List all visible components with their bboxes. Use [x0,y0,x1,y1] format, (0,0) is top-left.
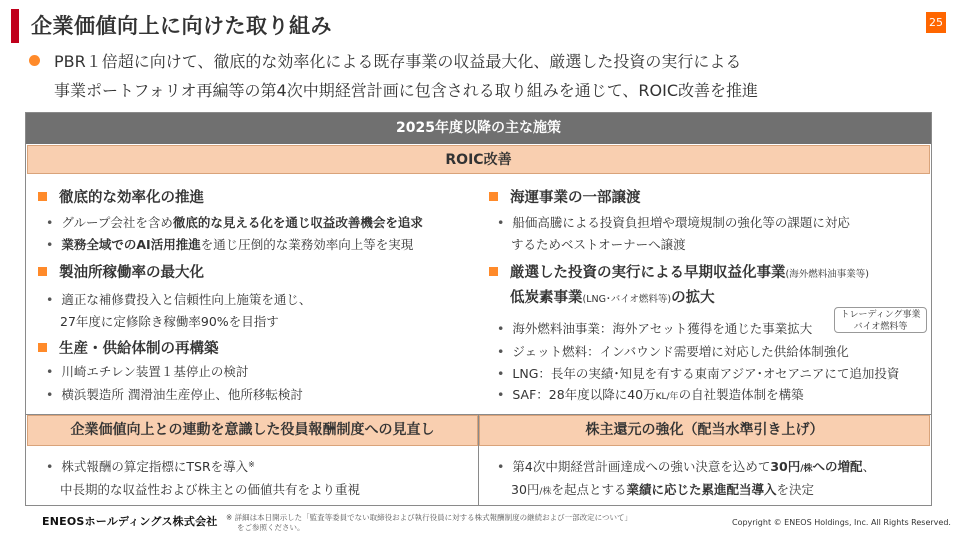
list-item: • 横浜製造所 潤滑油生産停止、他所移転検討 [46,387,303,402]
list-item: • 業務全域でのAI活用推進を通じ圧倒的な業務効率向上等を実現 [46,237,414,252]
square-bullet-icon [38,267,47,276]
list-item-continuation: 30円/株を起点とする業績に応じた累進配当導入を決定 [511,482,814,497]
section-investment: 厳選した投資の実行による早期収益化事業(海外燃料油事業等) [489,261,869,282]
list-item: • 船価高騰による投資負担増や環境規制の強化等の課題に対応 [497,215,850,230]
list-item: • 適正な補修費投入と信頼性向上施策を通じ、 [46,292,312,307]
square-bullet-icon [38,343,47,352]
measures-panel [25,112,932,506]
list-item: • グループ会社を含め徹底的な見える化を通じ収益改善機会を追求 [46,215,423,230]
square-bullet-icon [489,192,498,201]
list-item-continuation: 27年度に定修除き稼働率90%を目指す [60,314,279,329]
list-item: • 株式報酬の算定指標にTSRを導入※ [46,459,255,474]
page-number: 25 [926,12,946,33]
footnote: ※ 詳細は本日開示した「監査等委員でない取締役および執行役員に対する株式報酬制度の継続および一部改定について」 をご参照ください。 [226,513,633,532]
trading-business-badge: トレーディング事業 バイオ燃料等 [834,307,927,333]
section-investment-line2: 低炭素事業(LNG･バイオ燃料等)の拡大 [510,290,715,306]
list-item: • 第4次中期経営計画達成への強い決意を込めて30円/株への増配、 [497,459,876,474]
section-refinery: 製油所稼働率の最大化 [38,261,204,282]
list-item: • ジェット燃料：インバウンド需要増に対応した供給体制強化 [497,344,849,359]
shareholder-return-header: 株主還元の強化（配当水準引き上げ） [479,415,930,446]
square-bullet-icon [38,192,47,201]
roic-header: ROIC改善 [27,145,930,174]
list-item: • LNG：長年の実績･知見を有する東南アジア･オセアニアにて追加投資 [497,366,900,381]
list-item-continuation: するためベストオーナーへ譲渡 [511,237,686,252]
list-item-continuation: 中長期的な収益性および株主との価値共有をより重視 [60,482,361,497]
lead-text-line1: PBR１倍超に向けて、徹底的な効率化による既存事業の収益最大化、厳選した投資の実行による [54,52,742,71]
square-bullet-icon [489,267,498,276]
compensation-header: 企業価値向上との連動を意識した役員報酬制度への見直し [27,415,478,446]
section-production: 生産・供給体制の再構築 [38,337,219,358]
panel-header: 2025年度以降の主な施策 [26,113,931,144]
section-shipping: 海運事業の一部譲渡 [489,186,641,207]
section-efficiency: 徹底的な効率化の推進 [38,186,204,207]
list-item: • 川崎エチレン装置１基停止の検討 [46,364,249,379]
column-divider [478,415,479,506]
company-logo: ENEOSホールディングス株式会社 [42,515,218,528]
bullet-icon [29,55,40,66]
lead-text-line2: 事業ポートフォリオ再編等の第4次中期経営計画に包含される取り組みを通じて、ROIC改善を推進 [54,81,759,100]
page-title: 企業価値向上に向けた取り組み [31,14,332,38]
title-accent-bar [11,9,19,43]
list-item: • 海外燃料油事業：海外アセット獲得を通じた事業拡大 [497,321,813,336]
copyright: Copyright © ENEOS Holdings, Inc. All Rights Reserved. [732,518,951,527]
list-item: • SAF：28年度以降に40万KL/年の自社製造体制を構築 [497,387,804,402]
